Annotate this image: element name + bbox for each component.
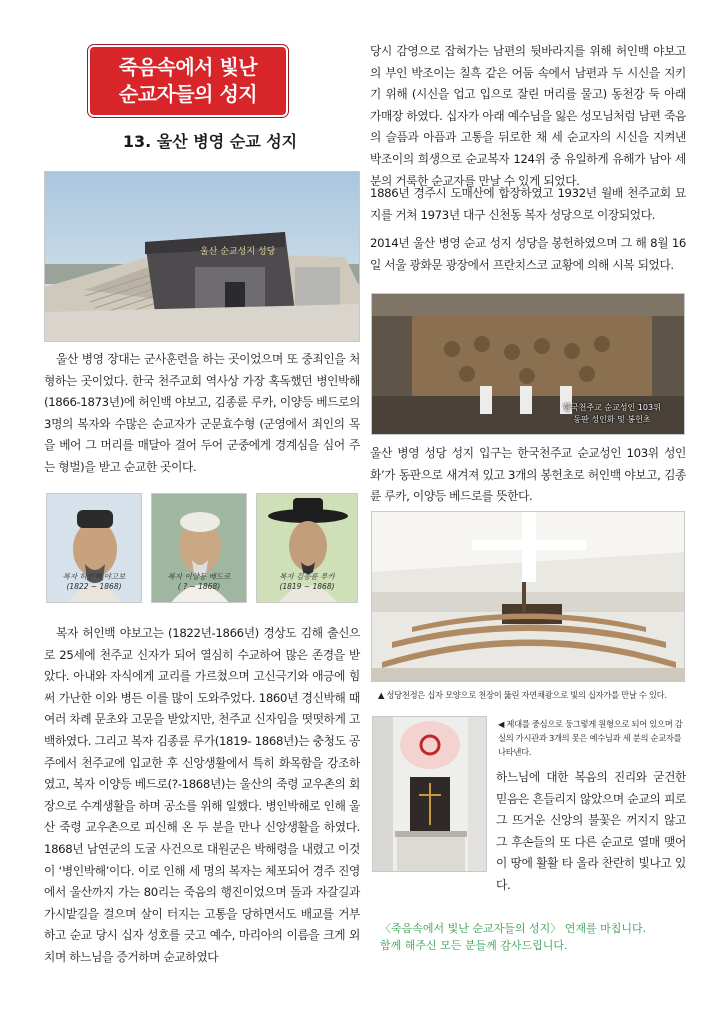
portrait-years: (1822 ~ 1868) [66,582,122,591]
interior-photo-caption: ▲ 성당천정은 십자 모양으로 천장이 뚫린 자연채광으로 빛의 십자가를 만날 수 있다. [378,690,667,700]
series-title-banner [90,47,286,115]
closing-line-1: 〈죽음속에서 빛난 순교자들의 성지〉 연재를 마칩니다. [380,922,647,935]
left-paragraph-1: 울산 병영 장대는 군사훈련을 하는 곳이었으며 또 중죄인을 처형하는 곳이었다. 한국 천주교회 역사상 가장 혹독했던 병인박해(1866-1873년)에 허인백 야보고, 김종륜 루카, 이양등 베드로의 3명의 복자와 수많은 순교자가 군문효수형 (군영에서 죄인의 목을 베어 그 머리를 매달아 걸어 두어 군중에게 경계심을 심어 주는 형벌)을 받고 순교한 곳이다. [44,352,360,474]
church-interior-photo [371,511,685,682]
right-paragraph-3: 2014년 울산 병영 순교 성지 성당을 봉헌하였으며 그 해 8월 16일 서울 광화문 광장에서 프란치스코 교황에 의해 시복 되었다. [370,236,686,272]
portrait-lee-yangdeung [151,493,247,603]
portrait-years: ( ? ~ 1868) [177,582,221,591]
portrait-name: 복자 이양등 베드로 [167,572,231,581]
relief-caption-line-1: 한국천주교 순교성인 103위 [563,403,661,412]
article-subtitle: 13. 울산 병영 순교 성지 [122,132,298,151]
portrait-name: 복자 허인백 야고보 [62,572,126,581]
closing-faith-text: 하느님에 대한 복음의 진리와 굳건한 믿음은 흔들리지 않았으며 순교의 피로 그 뜨거운 신앙의 불꽃은 꺼지지 않고 그 후손들의 또 다른 순교로 열매 맺어 이 땅에 활활 타 올라 찬란히 빛나고 있다. [496,770,686,892]
right-paragraph-4: 울산 병영 성당 성지 입구는 한국천주교 순교성인 103위 성인화’가 동판으로 새겨져 있고 3개의 봉헌초로 허인백 야보고, 김종륜 루카, 이양등 베드로를 뜻한다. [370,446,686,504]
banner-line-1: 죽음속에서 빛난 [118,55,258,79]
altar-note: ◀ 제대를 중심으로 둥그렇게 원형으로 되어 있으며 감실의 가시관과 3개의 못은 예수님과 세 분의 순교자를 나타낸다. [498,719,683,757]
closing-note [380,920,680,954]
left-paragraph-2: 복자 허인백 야보고는 (1822년-1866년) 경상도 김해 출신으로 25세에 천주교 신자가 되어 열심히 수교하여 많은 존경을 받았다. 아내와 자식에게 교리를 가르쳤으며 고신극기와 애긍에 힘써 가난한 이와 병든 이를 많이 도와주었다. 1860년 경신박해 때 여러 차례 문초와 고문을 받았지만, 천주교 신자임을 떳떳하게 고백하였다. 그리고 복자 김종륜 루가(1819- 1868년)는 충청도 공주에서 천주교에 입교한 후 신앙생활에서 특히 화목함을 강조하였고, 복자 이양등 베드로(?-1868년)는 울산의 죽령 교우촌의 회장으로 수계생활을 하며 공소를 위해 일했다. 병인박해로 인해 울산 죽령 교우촌으로 피신해 온 두 분을 만나 신앙생활을 하였다. 1868년 남연군의 도굴 사건으로 대원군은 박해령을 내렸고 이것이 ‘병인박해’이다. 이로 인해 세 명의 복자는 체포되어 경주 진영에서 울산까지 가는 80리는 죽음의 행진이었으며 돌과 자갈길과 가시밭길을 걸으며 살이 터지는 고통을 당하면서도 배교를 거부하고 순교 당시 십자 성호를 긋고 예수, 마리아의 이름을 크게 외치며 하느님을 증거하며 순교하였다 [44,626,360,964]
closing-line-2: 함께 해주신 모든 분들께 감사드립니다. [380,939,568,952]
church-sign: 울산 순교성지 성당 [200,247,276,257]
bronze-relief-photo [371,293,685,435]
relief-caption-line-2: 동판 성인화 및 봉헌초 [573,415,651,424]
portrait-kim-jongryun [256,493,358,603]
right-paragraph-5 [370,767,686,897]
portrait-years: (1819 ~ 1868) [279,582,335,591]
right-paragraph-2: 1886년 경주시 도매산에 합장하였고 1932년 월배 천주교회 묘지를 거쳐 1973년 대구 신천동 복자 성당으로 이장되었다. [370,186,686,222]
banner-line-2: 순교자들의 성지 [118,82,258,106]
portrait-heo-inbaek [46,493,142,603]
right-paragraph-1: 당시 감영으로 잡혀가는 남편의 뒷바라지를 위해 허인백 야보고의 부인 박조이는 칠흑 같은 어둠 속에서 남편과 두 시신을 지키기 위해 (시신을 업고 입으로 잘린 머리를 물고) 동천강 둑 아래 가매장 하였다. 십자가 아래 예수님을 잃은 성모님처럼 남편 죽음의 슬픔과 아픔과 고통을 뒤로한 채 세 순교자의 시신을 지켜낸 박조이의 희생으로 순교복자 124위 중 유일하게 유해가 남아 세 분의 거룩한 순교자를 만날 수 있게 되었다. [370,44,686,188]
portrait-name: 복자 김종륜 루카 [279,572,335,581]
church-exterior-photo [44,171,360,342]
